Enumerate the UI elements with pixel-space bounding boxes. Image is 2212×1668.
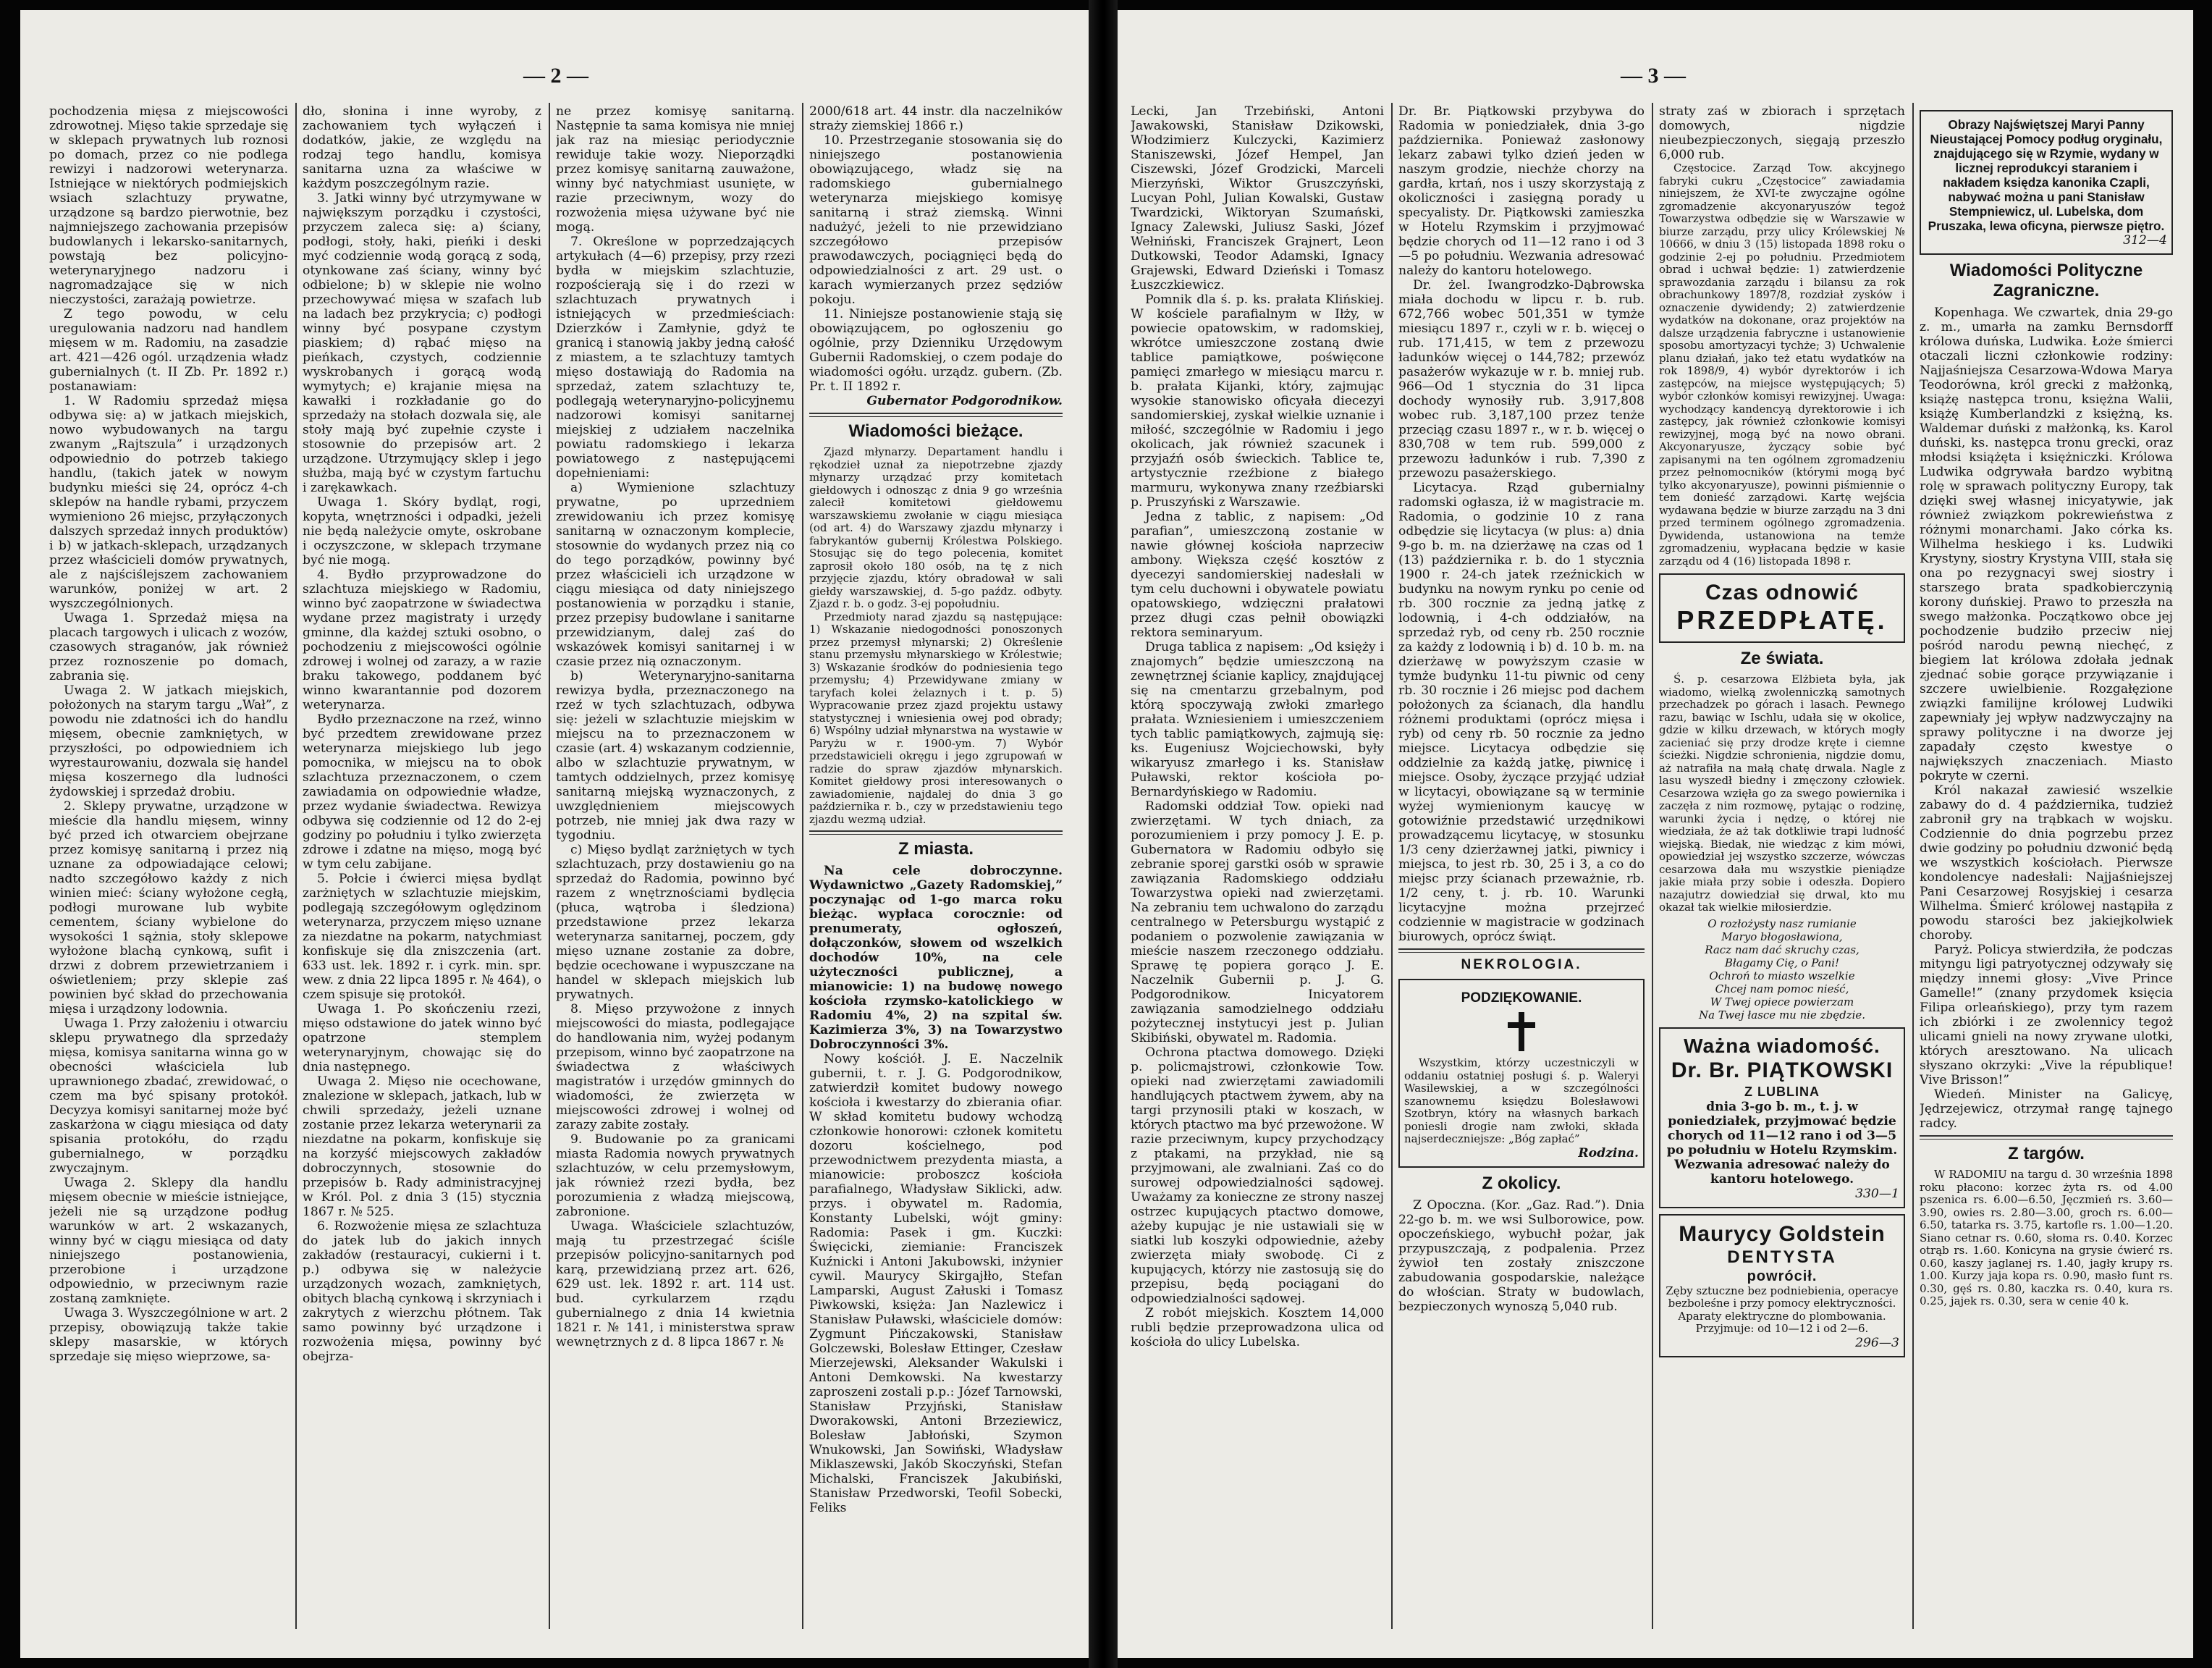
paragraph: a) Wymienione szlachtuzy prywatne, po uprzedniem zrewidowaniu ich przez komisyę sanitarną w oznaczonym komplecie, stosownie do wydanych przez nią co do tego porządków, powinny być przez właścicieli ich urządzone w ciągu miesiąca od daty niniejszego postanowienia w porządku i stanie, przez przepisy budowlane i sanitarne przewidzianym, dalej zaś do wskazówek komisyi sanitarnej i w czasie przez nią oznaczonym. — [556, 481, 795, 669]
paragraph: 6. Rozwożenie mięsa ze szlachtuza do jatek lub do jakich innych zakładów (restauracyi, cukierni i t. p.) odbywa się w należycie urządzonych wozach, zamkniętych, obitych blachą cynkową i skrzyniach i zakrytych z wierzchu płótnem. Tak samo powinny być urządzone i rozwożenia mięsa, powinny być obejrza- — [303, 1219, 541, 1364]
obituary-heading: NEKROLOGIA. — [1461, 957, 1582, 972]
paragraph: 11. Niniejsze postanowienie stają się obowiązującem, po ogłoszeniu go ogólnie, przy Dzienniku Urzędowym Gubernii Radomskiej, o czem podaje do wiadomości ogółu. urządz. gubern. (Zb. Pr. t. II 1892 r. — [809, 307, 1063, 394]
section-rule — [809, 413, 1063, 417]
paragraph: Przedmioty narad zjazdu są następujące: 1) Wskazanie niedogodności ponoszonych przez przemysł młynarski; 2) Określenie stanu przemysłu młynarskiego w Królestwie; 3) Wskazanie środków do podniesienia tego przemysłu; 4) Przewidywane zmiany w taryfach kolei żelaznych i t. p. 5) Wypracowanie przez zjazd projektu ustawy statystycznej i wniesienia owej pod obrady; 6) Wspólny udział młynarstwa na wystawie w Paryżu w r. 1900-ym. 7) Wybór przedstawicieli okręgu i jego zgrupowań w radzie do spraw zjazdów młynarskich. Komitet giełdowy prosi interesowanych o zawiadomienie, najdalej do dnia 3 go października r. b., czy w przedstawieniu tego zjazdu wezmą udział. — [809, 610, 1063, 826]
paragraph: Licytacya. Rząd gubernialny radomski ogłasza, iż w magistracie m. Radomia, o godzinie 10 z rana odbędzie się licytacya (w plus: a) dnia 9-go b. m. na dzierżawę na czas od 1 (13) października r. b. do 1 stycznia 1900 r. 24-ch jatek rzeźnickich w budynku na nowym rynku po cenie od rb. 300 rocznie za jedną jatkę z lodownią, i 4-ch oddziałów, na sprzedaż ryb, od ceny rb. 250 rocznie za każdy z lodownią i b) d. 10 b. m. na dzierżawę w powyższym czasie w tymże budynku 11-tu piwnic od ceny rb. 30 rocznie i 26 miejsc pod dachem położonych za ścianach, dla handlu różnemi produktami (oprócz mięsa i ryb) od ceny rb. 50 rocznie za jedno miejsce. Licytacya odbędzie się oddzielnie za każdą jatkę, piwnicę i miejsce. Osoby, życzące przyjąć udział w licytacyi, obowiązane są w terminie wyżej wymienionym kaucyę w gotowiźnie przedstawić urzędnikowi prowadzącemu licytacyę, w stosunku 1/3 ceny dzierżawnej jatki, piwnicy i miejsca, to jest rb. 30, 25 i 3, a co do miejsc przy ścianach przeważnie, rb. 1/2 ceny, t. j. rb. 10. Warunki licytacyjne można przejrzeć codziennie w magistracie w godzinach biurowych, oprócz świąt. — [1398, 481, 1645, 944]
poem — [1659, 917, 1905, 1022]
paragraph: Z robót miejskich. Kosztem 14,000 rubli będzie przeprowadzona ulica od kościoła do ulicy Lubelska. — [1131, 1306, 1384, 1349]
poem-line: Na Twej łasce mu nie zbędzie. — [1698, 1008, 1866, 1022]
paragraph: 5. Połcie i ćwierci mięsa bydląt zarżniętych w szlachtuzie miejskim, podlegają szczegółowym oględzinom weterynarza, przyczem mięso uznane za niezdatne na pokarm, natychmiast konfiskuje się dla zniszczenia (art. 633 ust. lek. 1892 r. i cyrk. min. spr. wew. z dnia 22 lipca 1895 r. № 464), o czem spisuje się protokół. — [303, 872, 541, 1002]
advert-name: Maurycy Goldstein — [1679, 1221, 1886, 1246]
column-rule — [802, 103, 803, 1629]
column-rule — [295, 103, 297, 1629]
paragraph: Wszystkim, którzy uczestniczyli w oddaniu ostatniej posługi ś. p. Waleryi Wasilewskiej, a w szczególności szanownemu księdzu Bolesławowi Szotbryn, który na własnych barkach poniesli drogie nam zwłoki, składa najserdeczniejsze: „Bóg zapłać” — [1404, 1056, 1639, 1145]
section-heading: Z okolicy. — [1482, 1173, 1561, 1193]
advert-number: 296—3 — [1855, 1335, 1899, 1350]
paragraph: Uwaga 1. Po skończeniu rzezi, mięso odstawione do jatek winno być opatrzone stemplem weterynaryjnym, chowając się do dnia następnego. — [303, 1002, 541, 1074]
advert-subheading: PRZEDPŁATĘ. — [1676, 605, 1888, 635]
left-page — [20, 10, 1089, 1658]
paragraph: Jedna z tablic, z napisem: „Od parafian”, umieszczoną zostanie w nawie głównej kościoła naprzeciw ambony. Większa część kosztów z dyecezyi sandomierskiej nadesłali w tym celu duchowni i obywatele powiatu opatowskiego, wdzięczni prałatowi przez długi czas pełnił obowiązki rektora seminaryum. — [1131, 510, 1384, 640]
poem-line: Ochroń to miasto wszelkie — [1709, 969, 1855, 982]
paragraph: Na cele dobroczynne. Wydawnictwo „Gazety Radomskiej,” poczynając od 1-go marca roku bieżąc. wypłaca corocznie: od prenumeraty, ogłoszeń, dołączonków, słowem od wszelkich dochodów 10%, na cele użyteczności publicznej, a mianowicie: 1) na budowę nowego kościoła rzymsko-katolickiego w Radomiu 4%, 2) na szpital św. Kazimierza 3%, 3) na Towarzystwo Dobroczynności 3%. — [809, 864, 1063, 1052]
column-rule — [1912, 103, 1914, 1629]
paragraph: Radomski oddział Tow. opieki nad zwierzętami. W tych dniach, za porozumieniem i przy pomocy J. E. p. Gubernatora w Radomiu odbyło się zebranie sporej garstki osób w sprawie zawiązania Radomskiego oddziału Towarzystwa opieki nad zwierzętami. Na zebraniu tem uchwalono do zarządu centralnego w Petersburgu wystąpić z podaniem o pozwolenie zawiązania w mieście naszem rzeczonego oddziału. Sprawę tę popiera gorąco J. E. Naczelnik Gubernii p. J. G. Podgorodnikow. Inicyatorem zawiązania samodzielnego oddziału pożytecznej instytucyi jest p. Julian Skibiński, obywatel m. Radomia. — [1131, 799, 1384, 1045]
article-column-2 — [1398, 104, 1645, 1632]
paragraph: pochodzenia mięsa z miejscowości zdrowotnej. Mięso takie sprzedaje się w sklepach prywatnych lub roznosi po domach, przez co nie podlega rewizyi i nadzorowi weterynarza. Istniejące w niektórych podmiejskich wsiach szlachtuzy prywatne, urządzone są bardzo pierwotnie, bez najmniejszego zachowania przepisów budowlanych i lekarsko-sanitarnych, powstają bez policyjno-weterynaryjnego nadzoru i nagromadzające się w nich nieczystości, zarażają powietrze. — [49, 104, 288, 307]
advert-heading: Czas odnowić — [1705, 581, 1859, 605]
paragraph: Uwaga 1. Sprzedaż mięsa na placach targowych i ulicach z wozów, czasowych straganów, jak również przez roznoszenie po domach, zabrania się. — [49, 611, 288, 683]
advert-box — [1659, 1027, 1905, 1208]
paragraph: Uwaga 2. W jatkach miejskich, położonych na starym targu „Wał”, z powodu nie zdatności ich do handlu mięsem, obecnie zamkniętych, w przyszłości, po odpowiedniem ich wyrestaurowaniu, dozwala się handel mięsa koszernego dla ludności żydowskiej i sprzedaż drobiu. — [49, 683, 288, 799]
poem-line: Błagamy Cię, o Pani! — [1724, 956, 1840, 969]
poem-line: Racz nam dać skruchy czas, — [1705, 943, 1859, 956]
poem-line: Maryo błogosławiona, — [1721, 930, 1843, 943]
article-column-3 — [1659, 104, 1905, 1632]
poem-line: W Twej opiece powierzam — [1710, 995, 1854, 1008]
advert-heading: Ważna wiadomość. — [1684, 1034, 1880, 1057]
section-heading: Wiadomości bieżące. — [848, 421, 1023, 441]
article-column-2 — [303, 104, 541, 1632]
paragraph: 9. Budowanie po za granicami miasta Radomia nowych prywatnych szlachtuzów, w celu przemysłowym, jak również rzezi bydła, bez porozumienia z władzą miejscową, zabronione. — [556, 1132, 795, 1219]
paragraph: ne przez komisyę sanitarną. Następnie ta sama komisya nie mniej jak raz na miesiąc periodycznie rewiduje takie wozy. Nieporządki przez komisyę sanitarną zauważone, winny być natychmiast usunięte, w razie przeciwnym, wozy do rozwożenia mięsa używane być nie mogą. — [556, 104, 795, 235]
paragraph: dło, słonina i inne wyroby, z zachowaniem tych wyłączeń i dodatków, jakie, ze względu na rodzaj tego handlu, komisya sanitarna uzna za właściwe w każdym poszczególnym razie. — [303, 104, 541, 191]
paragraph: 2000/618 art. 44 instr. dla naczelników straży ziemskiej 1866 r.) — [809, 104, 1063, 133]
column-rule — [1652, 103, 1653, 1629]
article-column-4 — [1920, 104, 2173, 1632]
article-column-1 — [49, 104, 288, 1632]
paragraph: Uwaga 1. Przy założeniu i otwarciu sklepu prywatnego dla sprzedaży mięsa, komisya sanitarna winna go w obecności właściciela lub uprawnionego zbadać, zrewidować, o czem ma być spisany protokół. Decyzya komisyi sanitarnej może być zaskarżona w ciągu miesiąca od daty spisania protokółu, do rządu gubernialnego, w porządku zwyczajnym. — [49, 1016, 288, 1176]
paragraph: Ś. p. cesarzowa Elżbieta była, jak wiadomo, wielką zwolenniczką samotnych przechadzek po górach i lasach. Pewnego razu, bawiąc w Ischlu, udała się w okolice, gdzie w kilku drzewach, w których mogły zacieniać się przy drodze kręte i ciemne ścieżki. Nigdzie schronienia, nigdzie domu, aż natrafiła na małą chatę drwala. Nagle z lasu wyszedł biedny i zmęczony człowiek. Cesarzowa wzięła go za swego powiernika i zaczęła z nim rozmowę, pytając o rodzinę, warunki życia i nędzę, o której nie wiedziała, że aż tak dotkliwie trapi ludność wiejską. Biedak, nie wiedząc z kim mówi, opowiedział jej wszystko szczerze, wówczas cesarzowa dała mu wszystkie pieniądze jakie miała przy sobie i odeszła. Dopiero nazajutrz dowiedział się drwal, kto mu okazał tak wielkie miłosierdzie. — [1659, 673, 1905, 914]
paragraph: Paryż. Policya stwierdziła, że podczas mityngu ligi patryotycznej odzywały się między innemi głosy: „Vive Prince Gamelle!” (znany przydomek księcia Filipa orleańskiego), przy tym razem ich zbiórki i ze zwolennicy tegoż ulicami gnieli na nowy zrywane ulotki, których aresztowano. Na ulicach słyszano okrzyki: „Vive la république! Vive Brisson!” — [1920, 943, 2173, 1087]
paragraph: b) Weterynaryjno-sanitarna rewizya bydła, przeznaczonego na rzeź w tych szlachtuzach, odbywa się: jeżeli w szlachtuzie miejskim w miejscu na to przeznaczonem w czasie (art. 4) wskazanym codziennie, albo w szlachtuzie prywatnym, w tamtych oddzielnych, przez komisyę sanitarną miejską wyznaczonych, z uwzględnieniem miejscowych potrzeb, nie mniej jak dwa razy w tygodniu. — [556, 669, 795, 843]
paragraph: 7. Określone w poprzedzających artykułach (4—6) przepisy, przy rzezi bydła w miejskim szlachtuzie, rozpościerają się i do rzezi w szlachtuzach prywatnych i istniejących w przedmieściach: Dzierzków i Zamłynie, gdyż te granicą i stanowią jakby jedną całość z miastem, a te szlachtuzy tamtych mięso dostawiają do Radomia na sprzedaż, zatem szlachtuzy te, podlegają weterynaryjno-policyjnemu nadzorowi komisyi sanitarnej miejskiej z udziałem naczelnika powiatu radomskiego i lekarza powiatowego z następującemi dopełnieniami: — [556, 235, 795, 481]
obituary-box — [1398, 979, 1645, 1168]
poem-line: O rozłożysty nasz rumianie — [1707, 917, 1857, 930]
paragraph: Wiedeń. Minister na Galicyę, Jędrzejewicz, otrzymał rangę tajnego radcy. — [1920, 1087, 2173, 1131]
paragraph: Z tego powodu, w celu uregulowania nadzoru nad handlem mięsem w m. Radomiu, na zasadzie art. 421—426 ogól. urządzenia władz gubernialnych (t. II Zb. Pr. 1892 r.) postanawiam: — [49, 307, 288, 394]
paragraph: c) Mięso bydląt zarżniętych w tych szlachtuzach, przy dostawieniu go na sprzedaż do Radomia, powinno być razem z wnętrznościami bydlęcia (płuca, wątroba i śledziona) przedstawione przez lekarza weterynarza sanitarnej, poczem, gdy mięso uznane zostanie za dobre, będzie ocechowane i wypuszczane na handel w sklepach miejskich lub prywatnych. — [556, 843, 795, 1002]
advert-text: dnia 3-go b. m., t. j. w poniedziałek, przyjmować będzie chorych od 11—12 rano i od 3—5 po południu w Hotelu Rzymskim. Wezwania adresować należy do kantoru hotelowego. — [1666, 1099, 1898, 1187]
paragraph: Dr. żel. Iwangrodzko-Dąbrowska miała dochodu w lipcu r. b. rub. 672,766 wobec 501,351 w tymże miesiącu 1897 r., czyli w r. b. więcej o rub. 171,415, w tem z przewozu ładunków więcej o 144,782; przewóz pasażerów wykazuje w r. b. mniej rub. 966—Od 1 stycznia do 31 lipca dochody wynosiły rub. 3,917,808 wobec rub. 3,187,100 przez tenże przeciąg czasu 1897 r., w r. b. więcej o 830,708 w tem rub. 599,000 z przewozu ładunków i rub. 7,390 z przewozu pasażerskiego. — [1398, 278, 1645, 481]
paragraph: Druga tablica z napisem: „Od księży i znajomych” będzie umieszczoną na zewnętrznej ścianie kaplicy, znajdującej się na cmentarzu grzebalnym, pod którą spoczywają zwłoki zmarłego prałata. Wzniesieniem i umieszczeniem tych tablic pamiątkowych, zajmują się: ks. Eugeniusz Wojciechowski, były wikaryusz zmarłego i ks. Stanisław Puławski, rektor kościoła po-Bernardyńskiego w Radomiu. — [1131, 640, 1384, 799]
cross-icon — [1508, 1012, 1535, 1051]
article-column-4 — [809, 104, 1063, 1632]
article-column-1 — [1131, 104, 1384, 1632]
paragraph: Dr. Br. Piątkowski przybywa do Radomia w poniedziałek, dnia 3-go października. Ponieważ zasłonowy lekarz zabawi tylko dzień jeden w naszym grodzie, niechże chorzy na gardła, krtań, nos i uszy skorzystają z okoliczności i zasięgną porady u specyalisty. Dr. Piątkowski zamieszka w Hotelu Rzymskim i przyjmować będzie chorych od 11—12 rano i od 3—5 po południu. Wezwania adresować należy do kantoru hotelowego. — [1398, 104, 1645, 278]
advert-number: 312—4 — [2123, 233, 2167, 248]
paragraph: 3. Jatki winny być utrzymywane w największym porządku i czystości, przyczem zaleca się: a) ściany, podłogi, stoły, haki, pieńki i deski myć codziennie wodą gorącą z sodą, otynkowane zaś ściany, winny być odbielone; b) w sklepie nie wolno przechowywać mięsa w szafach lub na ladach bez przykrycia; c) podłogi winny być posypane czystym piaskiem; d) rąbać mięso na pieńkach, czystych, codziennie wyskrobanych i gorącą wodą wymytych; e) krajanie mięsa na kawałki i rozkładanie go do sprzedaży na stołach dozwala się, ale stoły mają być zupełnie czyste i stosownie do przepisów art. 2 urządzone. Utrzymujący sklep i jego służba, mają być w czystym fartuchu i zarękawkach. — [303, 191, 541, 495]
section-heading: Z targów. — [2008, 1144, 2085, 1163]
paragraph: Uwaga 1. Skóry bydląt, rogi, kopyta, wnętrzności i odpadki, jeżeli nie będą należycie omyte, oskrobane i oczyszczone, w sklepach trzymane być nie mogą. — [303, 495, 541, 568]
paragraph: Uwaga. Właściciele szlachtuzów, mają tu przestrzegać ściśle przepisów policyjno-sanitarnych pod karą, przewidzianą przez art. 626, 629 ust. lek. 1892 r. art. 114 ust. bud. cyrkularzem rządu gubernialnego z dnia 14 kwietnia 1821 r. № 141, i ministerstwa spraw wewnętrznych z d. 8 lipca 1867 r. № — [556, 1219, 795, 1349]
paragraph: Uwaga 2. Sklepy dla handlu mięsem obecnie w mieście istniejące, jeżeli nie są urządzone podług warunków w art. 2 wskazanych, winny być w ciągu miesiąca od daty niniejszego postanowienia, przerobione i urządzone odpowiednio, w przeciwnym razie zostaną zamknięte. — [49, 1176, 288, 1306]
advert-text: Obrazy Najświętszej Maryi Panny Nieustającej Pomocy podług oryginału, znajdującego się w Rzymie, wydany w licznej reprodukcyi staraniem i nakładem księdza kanonika Czapli, nabywać można u pani Stanisław Stempniewicz, ul. Lubelska, dom Pruszaka, lewa oficyna, pierwsze piętro. — [1928, 117, 2165, 233]
section-rule — [1398, 948, 1645, 953]
paragraph: 10. Przestrzeganie stosowania się do niniejszego postanowienia obowiązującego, władz się na radomskiego gubernialnego weterynarza miejskiego komisyę sanitarną i straż ziemską. Winni nadużyć, jeżeli to nie przewidziano szczegółowo przepisów prawodawczych, pociągnięci będą do odpowiedzialności z art. 29 ust. o karach wymierzanych przez sędziów pokoju. — [809, 133, 1063, 307]
paragraph: Uwaga 2. Mięso nie ocechowane, znalezione w sklepach, jatkach, lub w chwili sprzedaży, jeżeli uznane zostanie przez lekarza weterynarii za niezdatne na pokarm, konfiskuje się na korzyść miejscowych zakładów dobroczynnych, stosownie do przepisów b. Rady administracyjnej w Król. Pol. z dnia 3 (15) stycznia 1867 r. № 525. — [303, 1074, 541, 1219]
paragraph: straty zaś w zbiorach i sprzętach domowych, nigdzie nieubezpieczonych, sięgają przeszło 6,000 rub. — [1659, 104, 1905, 162]
paragraph: Częstocice. Zarząd Tow. akcyjnego fabryki cukru „Częstocice” zawiadamia niniejszem, że XVI-te zwyczajne ogólne zgromadzenie akcyonaryuszów tegoż Towarzystwa odbędzie się w Warszawie w biurze zarządu, przy ulicy Królewskiej № 10666, w dniu 3 (15) listopada 1898 roku o godzinie 2-ej po południu. Przedmiotem obrad i uchwał będzie: 1) zatwierdzenie sprawozdania zarządu i bilansu za rok obrachunkowy 1897/8, rozdział zysków i oznaczenie dywidendy; 2) zatwierdzenie wydatków na dokonane, oraz projektów na dalsze urządzenia fabryczne i ustanowienie sposobu amortyzacyi tychże; 3) Uchwalenie planu działań, jako też etatu wydatków na rok 1898/9, 4) wybór dyrektorów i ich zastępców, na miejsce występujących; 5) wybór członków komisyi rewizyjnej. Uwaga: wychodzący kandencyą dyrektorowie i ich zastępcy, jak również członkowie komisyi rewizyjnej, mogą być na nowo obrani. Akcyonaryusze, życzący sobie być zapisanymi na ten ogólnem zgromadzeniu przez pełnomocników (którymi mogą być tylko akcyonaryusze), powinni piśmiennie o tem donieść zarządowi. Kartę wejścia wydawana będzie w biurze zarządu na 3 dni przed terminem ogólnego zgromadzenia. Dywidenda, ustanowiona na temże zgromadzeniu, wypłacana będzie w kasie zarządu od 4 (16) listopada 1898 r. — [1659, 161, 1905, 568]
section-rule — [809, 830, 1063, 835]
paragraph: Nowy kościół. J. E. Naczelnik gubernii, t. r. J. G. Podgorodnikow, zatwierdził komitet budowy nowego kościoła i kwestarzy do zbierania ofiar. W skład komitetu budowy wchodzą członkowie honorowi: członek komitetu dozoru kościelnego, pod przewodnictwem prezydenta miasta, a mianowicie: proboszcz kościoła parafialnego, Władysław Siklicki, adw. przys. i obywatel m. Radomia, Konstanty Lubelski, wójt gminy: Radomia: Pasek i gm. Kuczki: Święcicki, ziemianie: Franciszek Kuźnicki i Antoni Jakubowski, inżynier cywil. Maurycy Skirgajłło, Stefan Lamparski, August Załuski i Tomasz Piwkowski, księża: Jan Nazlewicz i Stanisław Puławski, właściciele domów: Zygmunt Pińczakowski, Stanisław Golczewski, Bolesław Ettinger, Czesław Mierzejewski, Aleksander Wakulski i Antoni Demkowski. Na kwestarzy zaproszeni zostali p.p.: Józef Tarnowski, Stanisław Przyjński, Stanisław Dworakowski, Antoni Brzeziewicz, Bolesław Jabłoński, Szymon Wnukowski, Jan Sowiński, Władysław Miklaszewski, Jakób Skoczyński, Stefan Michalski, Franciszek Jakubiński, Stanisław Przedworski, Teofil Sobecki, Feliks — [809, 1052, 1063, 1515]
section-heading: Ze świata. — [1740, 649, 1824, 668]
advert-box — [1659, 573, 1905, 643]
poem-line: Chcej nam pomoc nieść, — [1715, 982, 1849, 995]
paragraph: 2. Sklepy prywatne, urządzone w mieście dla handlu mięsem, winny być przed ich otwarciem obejrzane przez komisyę sanitarną i przez nią uznane za odpowiadające celowi; nadto szczegółowo każdy z nich winien mieć: ściany wyłożone cegłą, podłogi murowane lub wybite cementem, ściany wybielone do wysokości 1 sążnia, stoły sklepowe wyłożone blachą cynkową, sufit i drzwi z dobrem przewietrzaniem i oświetleniem; przy sklepie zaś powinien być skład do przechowania mięsa i urządzony lodownia. — [49, 799, 288, 1016]
signature: Rodzina. — [1578, 1145, 1639, 1161]
paragraph: Kopenhaga. We czwartek, dnia 29-go z. m., umarła na zamku Bernsdorff królowa duńska, Ludwika. Łoże śmierci otaczali liczni członkowie rodziny: Najjaśniejsza Cesarzowa-Wdowa Marya Teodorówna, król grecki z małżonką, książę następca tronu, księżna Walii, książę Kumberlandzki z księżną, ks. Waldemar duński z małżonką, ks. Karol duński, ks. następca tronu grecki, oraz młodsi książęta i księżniczki. Królowa Ludwika odgrywała bardzo wybitną rolę w sprawach polityczny Europy, tak dzięki swej własnej inicyatywie, jak również związkom pokrewieństwa z różnymi monarchami. Jako córka ks. Wilhelma heskiego i ks. Ludwiki Krystyny, siostry Krystyna VIII, stała się ona po rezygnacyi swej siostry i starszego brata spadkobierczynią korony duńskiej. Prawo to przeszła na swego małżonka. Początkowo obce jej pochodzenie budziło przeciw niej pośród narodu pewną niechęć, z biegiem lat królowa zdołała jednak zjednać sobie gorące przywiązanie i szczere uwielbienie. Rozgałęzione związki familijne królowej Ludwiki zapewniały jej wpływ nadzwyczajny na sprawy polityczne i na dworze jej zapadały często kwestye o największych znaczeniach. Miasto pokryte w czerni. — [1920, 306, 2173, 783]
article-column-3 — [556, 104, 795, 1632]
advert-box — [1659, 1214, 1905, 1357]
section-heading: Wiadomości Polityczne Zagraniczne. — [1949, 261, 2143, 300]
page-number: — 2 — — [523, 64, 588, 88]
page-number: — 3 — — [1621, 64, 1686, 88]
paragraph: Z Opoczna. (Kor. „Gaz. Rad.”). Dnia 22-go b. m. we wsi Sulborowice, pow. opoczeńskiego, wybuchł pożar, jak przypuszczają, z podpalenia. Przez żywioł ten zostały zniszczone zabudowania gospodarskie, należące do włościan. Straty w budowlach, bezpieczonych wynoszą 5,040 rub. — [1398, 1197, 1645, 1314]
paragraph: Zjazd młynarzy. Departament handlu i rękodzieł uznał za niepotrzebne zjazdy młynarzy urządzać przy komitetach giełdowych i odnosząc z dnia 9 go września zalecił komitetowi giełdowemu warszawskiemu zwołanie w ciągu miesiąca (od art. 4) do Warszawy zjazdu młynarzy i fabrykantów gubernij Królestwa Polskiego. Stosując się do tego polecenia, komitet zaprosił około 180 osób, na tę z nich przyjęcie zjazdu, który obradował w sali giełdy warszawskiej, d. 5-go paźdz. odbyty. Zjazd r. b. o godz. 3-ej popołudniu. — [809, 445, 1063, 610]
paragraph: Lecki, Jan Trzebiński, Antoni Jawakowski, Stanisław Dzikowski, Włodzimierz Kulczycki, Kazimierz Staniszewski, Józef Hempel, Jan Ciszewski, Józef Grodzicki, Marceli Mierzyński, Wiktor Gruszczyński, Lucyan Pohl, Julian Kowalski, Gustaw Twardzicki, Wiktoryan Szumański, Ignacy Zalewski, Juliusz Saski, Józef Wełniński, Franciszek Grajnert, Leon Dutkowski, Teodor Adamski, Ignacy Grajewski, Edward Dzieński i Tomasz Łuszczkiewicz. — [1131, 104, 1384, 292]
advert-number: 330—1 — [1855, 1186, 1899, 1201]
advert-text: Zęby sztuczne bez podniebienia, operacye bezboleśne i przy pomocy elektryczności. Aparaty elektryczne do plombowania. Przyjmuje: od 10—12 i od 2—6. — [1666, 1284, 1899, 1335]
paragraph: Uwaga 3. Wyszczególnione w art. 2 przepisy, obowiązują także takie sklepy masarskie, w których sprzedaje się mięso wieprzowe, sa- — [49, 1306, 288, 1364]
advert-name: Dr. Br. PIĄTKOWSKI — [1671, 1058, 1894, 1082]
paragraph: 8. Mięso przywożone z innych miejscowości do miasta, podlegające do handlowania nim, wyżej podanym przepisom, winno być zaopatrzone na świadectwa z właściwych magistratów i urzędów gminnych do wiadomości, że zwierzęta w miejscowości zdrowej i wolnej od zarazy zabite zostały. — [556, 1002, 795, 1132]
advert-subheading: powrócił. — [1747, 1268, 1818, 1284]
column-rule — [1391, 103, 1393, 1629]
binding-gutter — [1089, 0, 1118, 1668]
right-page — [1118, 10, 2193, 1658]
section-heading: Z miasta. — [898, 839, 974, 859]
paragraph: Ochrona ptactwa domowego. Dzięki p. policmajstrowi, członkowie Tow. opieki nad zwierzętami zawiadomili handlujących ptactwem żywem, aby na targi przynosili ptaki w koszach, w których ptactwo ma być przewożone. W razie przeciwnym, kupcy przychodzący z ptakami, na przykład, nie są przyjmowani, ale zwalniani. Zaś co do surowej odpowiedzialności sądowej. Uważamy za konieczne ze strony naszej ostrzec kupujących ptactwo domowe, ażeby kupując je nie ustawiali się w siatki lub koszyki odpowiednie, ażeby zwierzęta miały swobodę. Ci z kupujących, którzy nie zastosują się do przepisu, będą pociągani do odpowiedzialności sądowej. — [1131, 1045, 1384, 1306]
paragraph: Bydło przeznaczone na rzeź, winno być przedtem zrewidowane przez weterynarza miejskiego lub jego pomocnika, w miejscu na to obok szlachtuza przeznaczonem, o czem zawiadamia on odpowiednie władze, przez wydanie świadectwa. Rewizya odbywa się codziennie od 12 do 2-ej godziny po południu i tylko zwierzęta zdrowe i zdatne na mięso, mogą być w tym celu zabijane. — [303, 712, 541, 872]
advert-city: Z LUBLINA — [1744, 1084, 1820, 1099]
signature: Gubernator Podgorodnikow. — [866, 394, 1063, 408]
thanks-heading: PODZIĘKOWANIE. — [1461, 990, 1582, 1006]
paragraph: Król nakazał zawiesić wszelkie zabawy do d. 4 października, tudzież zabronił gry na trąbkach w wojsku. Codziennie do dnia pogrzebu przez dwie godziny po południu dzwonić będą we wszystkich kościołach. Pierwsze kondolencye nadesłali: Najjaśniejszej Pani Cesarzowej Rosyjskiej i cesarza Wilhelma. Śmierć królowej nastąpiła z powodu starości bez jakiejkolwiek choroby. — [1920, 783, 2173, 943]
paragraph: 4. Bydło przyprowadzone do szlachtuza miejskiego w Radomiu, winno być zaopatrzone w świadectwa wydane przez magistraty i urzędy gminne, dla każdej sztuki osobno, o pochodzeniu z miejscowości ogólnie zdrowej i wolnej od zarazy, a w razie braku takowego, poddanem być winno kwarantannie pod dozorem weterynarza. — [303, 568, 541, 712]
section-rule — [1920, 1135, 2173, 1140]
column-rule — [549, 103, 550, 1629]
advert-title: DENTYSTA — [1727, 1247, 1837, 1267]
advert-box — [1920, 110, 2173, 255]
paragraph: 1. W Radomiu sprzedaż mięsa odbywa się: a) w jatkach miejskich, nowo wybudowanych na targu zwanym „Rajtszula” i urządzonych odpowiednio do potrzeb takiego handlu, (takich jatek w nowym budynku mieści się 24, oprócz 4-ch sklepów na handle rybami, przyczem wymieniono 26 miejsc, przyłączonych dalszych sprzedaż innych produktów) i b) w jatkach-sklepach, urządzanych przez właścicieli domów prywatnych, ale z najściślejszem zachowaniem warunków, poniżej w art. 2 wyszczególnionych. — [49, 394, 288, 611]
paragraph: Pomnik dla ś. p. ks. prałata Klińskiej. W kościele parafialnym w Iłży, w powiecie opatowskim, w radomskiej, wkrótce umieszczone zostaną dwie tablice pamiątkowe, poświęcone pamięci zmarłego w miesiącu marcu r. b. prałata Kijanki, który, zajmując wysokie stanowisko oficyała diecezyi sandomierskiej, zyskał wielkie uznanie i miłość, szczególnie w Radomiu i jego okolicach, jak również szacunek i przyjaźń osób świeckich. Tablice te, artystycznie rzeźbione z białego marmuru, wykonywa znany rzeźbiarski p. Pruszyński z Warszawie. — [1131, 292, 1384, 510]
paragraph: W RADOMIU na targu d. 30 września 1898 roku płacono: korzec żyta rs. od 4.00 pszenica rs. 6.00—6.50, Jęczmień rs. 3.60—3.90, owies rs. 2.80—3.00, groch rs. 6.00—6.50, tatarka rs. 3.75, kartofle rs. 1.00—1.20. Siano cetnar rs. 0.60, słoma rs. 0.40. Korzec otrąb rs. 1.60. Konicyna na grysie ćwierć rs. 0.60, kaszy jaglanej rs. 1.40, jagły krupy rs. 1.00. Kurzy jaja kopa rs. 0.90, masło funt rs. 0.30, gęś rs. 0.80, kaczka rs. 0.40, kura rs. 0.25, jajek rs. 0.30, sera w cenie 40 k. — [1920, 1168, 2173, 1307]
